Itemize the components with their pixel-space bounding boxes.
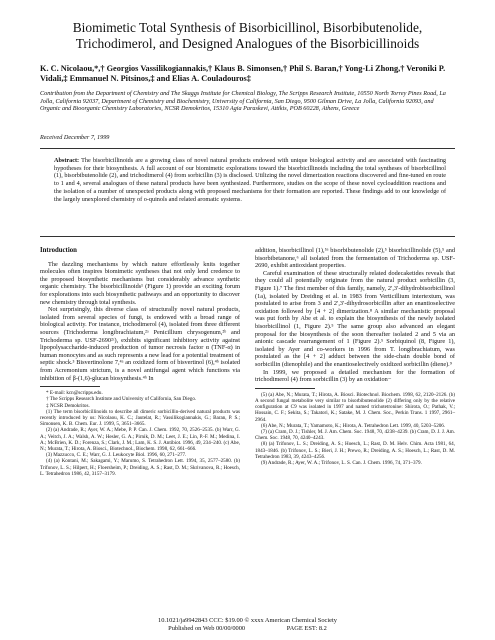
footnote: * E-mail: kcn@scripps.edu. xyxy=(46,390,103,397)
footnote: (8) (a) Trifonov, L. S.; Dreiding, A. S.; Hoesch, L.; Rast, D. M. Helv. Chim. Acta 1981, 64, 1843–1846. (b) Trifonov, L. S.; Bieri, J. H.; Prewo, R.; Dreiding, A. S.; Hoesch, L.; Rast, D. M. Tetrahedron 1983, 39, 4243–4256. xyxy=(255,441,455,460)
footnote-rule xyxy=(255,388,315,389)
footnote: (1) The term bisorbicillinoids to describe all dimeric sorbicillin-derived natural products was recently introduced by us: Nicolaou, K. C.; Jautelat, R.; Vassilikogiannakis, G.; Baran, P. S.; Simonsen, K. B. Chem. Eur. J. 1999, 5, 3651–3665. xyxy=(40,408,240,428)
paragraph: Not surprisingly, this diverse class of structurally novel natural products, isolated from several species of fungi, is endowed with a broad range of biological activity. For instance, trichodimerol (4), isolated from three different sources (Trichoderma longibrachiatum,²ᵃ Penicillium chrysogenum,²ᵇ and Trichoderma sp. USF-2690²ᶜ), exhibits significant inhibitory activity against lipopolysaccharide-induced production of tumor necrosis factor α (TNF-α) in human monocytes and as such represents a new lead for a potential treatment of septic shock.³ Bisvertinolone 7,⁴ᵃ an oxidized form of bisvertinol (6),⁴ᵇ isolated from Acremonium strictum, is a novel antifungal agent which functions via inhibition of β-(1,6)-glucan biosynthesis.⁴ᵇ In xyxy=(40,306,240,382)
abstract-text: The bisorbicillinoids are a growing class of novel natural products endowed with unique biological activity and are associated with fascinating hypotheses for their biosynthesis. A full account of our biomimetic explorations toward the bisorbicillinoids including the total syntheses of bisorbicillinol (1), bisorbibutenolide (2), and trichodimerol (4) from sorbicillin (3) is disclosed. Utilizing the novel dimerization reactions discovered and fine-tuned en route to 1 and 4, several analogues of these natural products have been synthesized. Furthermore, studies on the scope of these novel cycloaddition reactions and the isolation of a number of unexpected products along with proposed mechanisms for their formation are reported. These findings add to our knowledge of the largely unexplored chemistry of o-quinols and related aromatic systems. xyxy=(54,157,447,203)
abstract-bottom-rule xyxy=(40,236,455,237)
abstract xyxy=(54,157,446,203)
footnote: (9) Andrade, R.; Ayer, W. A.; Trifonov, L. S. Can. J. Chem. 1996, 74, 371–379. xyxy=(261,459,422,466)
paragraph: addition, bisorbicillinol (1),⁵ᵃ bisorbibutenolide (2),⁵ bisorbicillinolide (5),⁵ and bisorbibetanone,⁶ all isolated from the fermentation of Trichoderma sp. USF-2690, exhibit antioxidant properties. xyxy=(255,247,455,270)
section-heading-introduction: Introduction xyxy=(40,247,77,254)
footnote: (2) (a) Andrade, R.; Ayer, W. A.; Mebe, P. P. Can. J. Chem. 1992, 70, 2526–2535. (b) Warr, G. A.; Veitch, J. A.; Walsh, A. W.; Hesler, G. A.; Pirnik, D. M.; Leet, J. E.; Lin, P.-F. M.; Medina, I. A.; McBrien, K. D.; Forenza, S.; Clark, J. M.; Lam, K. S. J. Antibiot. 1996, 49, 234–240. (c) Abe, N.; Murata, T.; Hirota, A. Biosci., Biotechnol., Biochem. 1998, 62, 661–666. xyxy=(40,427,240,452)
footnote: (4) (a) Kontani, M.; Sakagami, Y.; Marumo, S. Tetrahedron Lett. 1994, 35, 2577–2580. (b) Trifonov, L. S.; Hilpert, H.; Floersheim, P.; Dreiding, A. S.; Rast, D. M.; Skrivanova, R.; Hoesch, L. Tetrahedron 1986, 42, 3157–3179. xyxy=(40,458,240,477)
footnote-rule xyxy=(40,386,100,387)
left-column xyxy=(40,247,240,477)
footnote: (5) (a) Abe, N.; Murata, T.; Hirota, A. Biosci. Biotechnol. Biochem. 1998, 62, 2120–2126. (b) A second fungal metabolite very similar to bisorbibutenolide (2) differing only by the relative configuration at C9 was isolated in 1997 and named trichotetronine: Shirota, O.; Pathak, V.; Hossain, C. F.; Sekita, S.; Takatori, K.; Satake, M. J. Chem. Soc., Perkin Trans. 1 1997, 2961–2964. xyxy=(255,391,455,423)
footnote: (7) (a) Cram, D. J.; Tishler, M. J. Am. Chem. Soc. 1948, 70, 4238–4239. (b) Cram, D. J. J. Am. Chem. Soc. 1948, 70, 4240–4243. xyxy=(255,428,455,442)
footnote: † The Scripps Research Institute and University of California, San Diego. xyxy=(46,396,197,403)
affiliation: Contribution from the Department of Chemistry and The Skaggs Institute for Chemical Biology, The Scripps Research Institute, 10550 North Torrey Pines Road, La Jolla, California 92037, Department of Chemistry and Biochemistry, University of California, San Diego, 9500 Gilman Drive, La Jolla, California 92093, and Organic and Bioorganic Chemistry Laboratories, NCSR Demokritos, 15310 Agia Paraskevi, Attikis, POB 60228, Athens, Greece xyxy=(40,90,446,113)
right-column xyxy=(255,247,455,466)
author-list: K. C. Nicolaou,*,† Georgios Vassilikogiannakis,† Klaus B. Simonsen,† Phil S. Baran,† Yong-Li Zhong,† Veroniki P. Vidali,‡ Emmanuel N. Pitsinos,‡ and Elias A. Couladouros‡ xyxy=(40,64,446,83)
footnotes-right xyxy=(255,392,455,466)
footnote: ‡ NCSR Demokritos. xyxy=(46,402,90,409)
paragraph: The dazzling mechanisms by which nature effortlessly knits together molecules often inspires biomimetic syntheses that not only lend credence to the proposed biosynthetic mechanisms but considerably advance synthetic organic chemistry. The bisorbicillinoids¹ (Figure 1) provide an exciting forum for explorations into such biosynthetic pathways and an opportunity to discover new chemistry through total synthesis. xyxy=(40,260,240,306)
page-footer xyxy=(40,617,455,633)
footnote: (6) Abe, N.; Murata, T.; Yamamoto, K.; Hirota, A. Tetrahedron Lett. 1999, 40, 5203–5206. xyxy=(261,422,446,429)
published-date: Published on Web 00/00/0000 xyxy=(168,625,246,632)
footnote: (3) Mazzucco, C. E.; Warr, G. J. Leukocyte Biol. 1996, 60, 271–277. xyxy=(46,452,187,459)
received-date: Received December 7, 1999 xyxy=(40,134,110,141)
paragraph: Careful examination of these structurally related dodecaketides reveals that they could all potentially originate from the natural product sorbicillin (3, Figure 1).⁷ The first member of this family, namely, 2′,3′-dihydrobisorbicillinol (1a), isolated by Dreiding et al. in 1983 from Verticillium intertextum, was postulated to arise from 3 and 2′,3′-dihydrosorbicillin after an enantioselective oxidation followed by [4 + 2] dimerization.⁸ A similar mechanistic proposal was put forth by Abe et al. to explain the biosynthesis of the newly isolated bisorbicillinol (1, Figure 2).⁵ The same group also advanced an elegant proposal for the biosynthesis of the soon thereafter isolated 2 and 5 via an anionic cascade rearrangement of 1 (Figure 2).⁵ Sorbiquinol (8, Figure 1), isolated by Ayer and co-workers in 1996 from T. longibrachiatum, was postulated as the [4 + 2] adduct between the side-chain double bond of sorbicillin (dienophile) and the enantioselectively oxidized sorbicillin (diene).⁹ xyxy=(255,269,455,368)
footnotes-left xyxy=(40,390,240,477)
article-title: Biomimetic Total Synthesis of Bisorbicillinol, Bisorbibutenolide, Trichodimerol, and Designed Analogues of the Bisorbicillinoids xyxy=(72,20,423,51)
abstract-label: Abstract: xyxy=(54,157,80,164)
abstract-top-rule xyxy=(40,148,455,149)
doi-line: 10.1021/ja9942843 CCC: $19.00 © xxxx American Chemical Society xyxy=(158,617,337,624)
page-estimate: PAGE EST: 8.2 xyxy=(286,625,327,632)
paragraph: In 1999, we proposed a detailed mechanism for the formation of trichodimerol (4) from sorbicillin (3) by an oxidation− xyxy=(255,368,455,384)
